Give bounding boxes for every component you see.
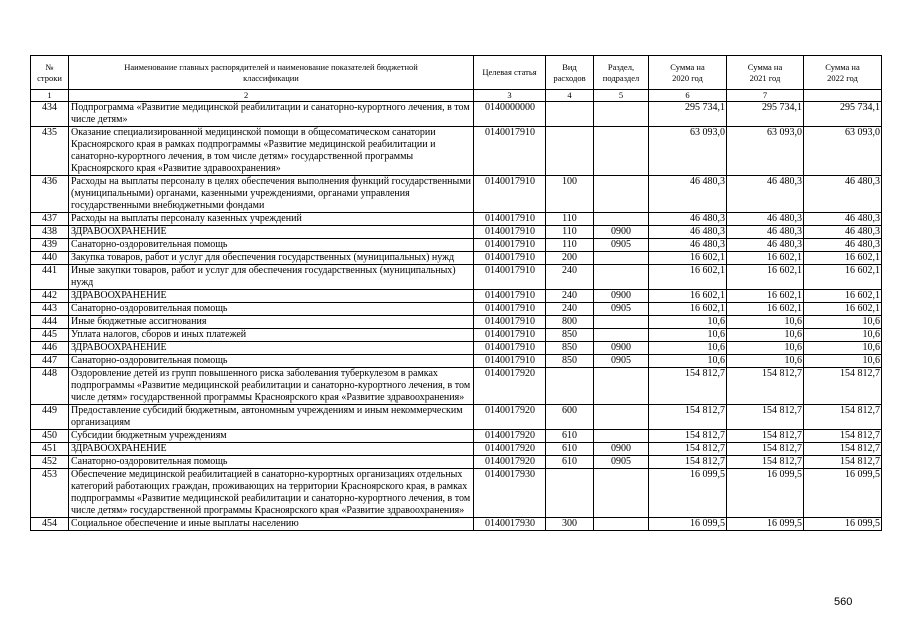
sum-2020: 10,6 bbox=[649, 329, 727, 342]
column-number: 5 bbox=[594, 90, 649, 102]
target-article: 0140017920 bbox=[474, 405, 546, 430]
sum-2022: 10,6 bbox=[804, 316, 882, 329]
row-number: 454 bbox=[31, 518, 69, 531]
row-name: Субсидии бюджетным учреждениям bbox=[69, 430, 474, 443]
section-code bbox=[594, 430, 649, 443]
row-number: 440 bbox=[31, 252, 69, 265]
sum-2020: 16 602,1 bbox=[649, 303, 727, 316]
sum-2020: 16 602,1 bbox=[649, 252, 727, 265]
target-article: 0140017910 bbox=[474, 342, 546, 355]
expense-kind: 850 bbox=[546, 329, 594, 342]
table-row bbox=[31, 239, 882, 252]
target-article: 0140017910 bbox=[474, 303, 546, 316]
sum-2020: 16 602,1 bbox=[649, 290, 727, 303]
expense-kind: 610 bbox=[546, 443, 594, 456]
expense-kind: 610 bbox=[546, 430, 594, 443]
target-article: 0140017910 bbox=[474, 355, 546, 368]
target-article: 0140017910 bbox=[474, 290, 546, 303]
column-number: 1 bbox=[31, 90, 69, 102]
row-name: Оздоровление детей из групп повышенного риска заболевания туберкулезом в рамках подпрограммы «Развитие медицинской реабилитации и санаторно-курортного лечения, в том числе детям» государственной программы Красноярского края «Развитие здравоохранения» bbox=[69, 368, 474, 405]
sum-2020: 16 099,5 bbox=[649, 518, 727, 531]
row-name: Санаторно-оздоровительная помощь bbox=[69, 355, 474, 368]
sum-2021: 16 099,5 bbox=[727, 469, 804, 518]
sum-2020: 16 602,1 bbox=[649, 265, 727, 290]
sum-2022: 46 480,3 bbox=[804, 176, 882, 213]
table-row bbox=[31, 303, 882, 316]
target-article: 0140017910 bbox=[474, 176, 546, 213]
sum-2022: 10,6 bbox=[804, 342, 882, 355]
expense-kind bbox=[546, 368, 594, 405]
row-number: 443 bbox=[31, 303, 69, 316]
row-number: 445 bbox=[31, 329, 69, 342]
expense-kind bbox=[546, 469, 594, 518]
target-article: 0140017930 bbox=[474, 469, 546, 518]
sum-2022: 16 602,1 bbox=[804, 252, 882, 265]
sum-2021: 16 602,1 bbox=[727, 252, 804, 265]
sum-2022: 16 602,1 bbox=[804, 303, 882, 316]
column-number bbox=[804, 90, 882, 102]
sum-2022: 16 099,5 bbox=[804, 469, 882, 518]
section-code: 0900 bbox=[594, 342, 649, 355]
sum-2020: 295 734,1 bbox=[649, 102, 727, 127]
target-article: 0140017910 bbox=[474, 316, 546, 329]
row-name: Уплата налогов, сборов и иных платежей bbox=[69, 329, 474, 342]
sum-2021: 46 480,3 bbox=[727, 213, 804, 226]
target-article: 0140000000 bbox=[474, 102, 546, 127]
row-number: 439 bbox=[31, 239, 69, 252]
row-number: 437 bbox=[31, 213, 69, 226]
column-number: 7 bbox=[727, 90, 804, 102]
expense-kind bbox=[546, 127, 594, 176]
header-target-article: Целевая статья bbox=[474, 56, 546, 90]
expense-kind: 800 bbox=[546, 316, 594, 329]
row-name: ЗДРАВООХРАНЕНИЕ bbox=[69, 342, 474, 355]
table-row bbox=[31, 430, 882, 443]
sum-2022: 46 480,3 bbox=[804, 213, 882, 226]
sum-2021: 154 812,7 bbox=[727, 368, 804, 405]
row-number: 450 bbox=[31, 430, 69, 443]
header-sum-2020: Сумма на 2020 год bbox=[649, 56, 727, 90]
target-article: 0140017910 bbox=[474, 265, 546, 290]
expense-kind: 200 bbox=[546, 252, 594, 265]
table-row bbox=[31, 226, 882, 239]
table-row bbox=[31, 342, 882, 355]
row-name: Санаторно-оздоровительная помощь bbox=[69, 239, 474, 252]
section-code bbox=[594, 127, 649, 176]
section-code bbox=[594, 405, 649, 430]
sum-2021: 295 734,1 bbox=[727, 102, 804, 127]
header-sum-2022: Сумма на 2022 год bbox=[804, 56, 882, 90]
target-article: 0140017910 bbox=[474, 226, 546, 239]
table-row bbox=[31, 252, 882, 265]
row-name: Обеспечение медицинской реабилитацией в санаторно-курортных организациях отдельных категорий работающих граждан, проживающих на территории Красноярского края, в рамках подпрограммы «Развитие медицинской реабилитации и санаторно-курортного лечения, в том числе детям» государственной программы Красноярского края «Развитие здравоохранения» bbox=[69, 469, 474, 518]
sum-2020: 154 812,7 bbox=[649, 443, 727, 456]
target-article: 0140017910 bbox=[474, 127, 546, 176]
sum-2021: 10,6 bbox=[727, 329, 804, 342]
row-name: Предоставление субсидий бюджетным, автономным учреждениям и иным некоммерческим организациям bbox=[69, 405, 474, 430]
table-row bbox=[31, 102, 882, 127]
sum-2022: 16 602,1 bbox=[804, 265, 882, 290]
column-number: 4 bbox=[546, 90, 594, 102]
sum-2021: 46 480,3 bbox=[727, 239, 804, 252]
table-row bbox=[31, 405, 882, 430]
header-name: Наименование главных распорядителей и наименование показателей бюджетной классификации bbox=[69, 56, 474, 90]
expense-kind: 600 bbox=[546, 405, 594, 430]
section-code bbox=[594, 368, 649, 405]
table-row bbox=[31, 368, 882, 405]
sum-2020: 10,6 bbox=[649, 316, 727, 329]
row-number: 449 bbox=[31, 405, 69, 430]
expense-kind: 240 bbox=[546, 265, 594, 290]
expense-kind bbox=[546, 102, 594, 127]
sum-2022: 46 480,3 bbox=[804, 239, 882, 252]
sum-2020: 10,6 bbox=[649, 342, 727, 355]
expense-kind: 110 bbox=[546, 239, 594, 252]
sum-2020: 154 812,7 bbox=[649, 456, 727, 469]
row-number: 448 bbox=[31, 368, 69, 405]
table-row bbox=[31, 213, 882, 226]
sum-2021: 46 480,3 bbox=[727, 176, 804, 213]
row-number: 444 bbox=[31, 316, 69, 329]
column-number: 6 bbox=[649, 90, 727, 102]
sum-2020: 63 093,0 bbox=[649, 127, 727, 176]
section-code: 0905 bbox=[594, 303, 649, 316]
section-code: 0900 bbox=[594, 290, 649, 303]
row-number: 435 bbox=[31, 127, 69, 176]
sum-2020: 46 480,3 bbox=[649, 176, 727, 213]
target-article: 0140017920 bbox=[474, 443, 546, 456]
sum-2021: 46 480,3 bbox=[727, 226, 804, 239]
row-name: Социальное обеспечение и иные выплаты населению bbox=[69, 518, 474, 531]
sum-2020: 46 480,3 bbox=[649, 213, 727, 226]
table-row bbox=[31, 469, 882, 518]
section-code bbox=[594, 213, 649, 226]
sum-2020: 154 812,7 bbox=[649, 405, 727, 430]
table-row bbox=[31, 329, 882, 342]
table-row bbox=[31, 176, 882, 213]
sum-2022: 10,6 bbox=[804, 329, 882, 342]
header-sum-2021: Сумма на 2021 год bbox=[727, 56, 804, 90]
section-code bbox=[594, 102, 649, 127]
row-name: ЗДРАВООХРАНЕНИЕ bbox=[69, 290, 474, 303]
sum-2021: 16 602,1 bbox=[727, 290, 804, 303]
table-row bbox=[31, 518, 882, 531]
section-code bbox=[594, 176, 649, 213]
sum-2022: 154 812,7 bbox=[804, 405, 882, 430]
sum-2020: 46 480,3 bbox=[649, 239, 727, 252]
row-number: 442 bbox=[31, 290, 69, 303]
table-row bbox=[31, 456, 882, 469]
expense-kind: 610 bbox=[546, 456, 594, 469]
target-article: 0140017910 bbox=[474, 239, 546, 252]
table-row bbox=[31, 443, 882, 456]
table-row bbox=[31, 316, 882, 329]
sum-2021: 10,6 bbox=[727, 342, 804, 355]
row-name: Санаторно-оздоровительная помощь bbox=[69, 303, 474, 316]
row-number: 438 bbox=[31, 226, 69, 239]
column-number-row bbox=[31, 90, 882, 102]
expense-kind: 100 bbox=[546, 176, 594, 213]
expense-kind: 110 bbox=[546, 226, 594, 239]
sum-2022: 16 099,5 bbox=[804, 518, 882, 531]
section-code bbox=[594, 329, 649, 342]
sum-2020: 154 812,7 bbox=[649, 368, 727, 405]
sum-2022: 16 602,1 bbox=[804, 290, 882, 303]
table-row bbox=[31, 290, 882, 303]
header-section: Раздел, подраздел bbox=[594, 56, 649, 90]
section-code: 0905 bbox=[594, 355, 649, 368]
row-number: 447 bbox=[31, 355, 69, 368]
column-number: 3 bbox=[474, 90, 546, 102]
sum-2021: 154 812,7 bbox=[727, 443, 804, 456]
sum-2022: 63 093,0 bbox=[804, 127, 882, 176]
sum-2022: 154 812,7 bbox=[804, 456, 882, 469]
expense-kind: 850 bbox=[546, 342, 594, 355]
expense-kind: 240 bbox=[546, 303, 594, 316]
row-name: ЗДРАВООХРАНЕНИЕ bbox=[69, 226, 474, 239]
section-code bbox=[594, 469, 649, 518]
target-article: 0140017920 bbox=[474, 368, 546, 405]
section-code: 0905 bbox=[594, 239, 649, 252]
sum-2022: 154 812,7 bbox=[804, 443, 882, 456]
sum-2022: 10,6 bbox=[804, 355, 882, 368]
target-article: 0140017920 bbox=[474, 456, 546, 469]
expense-kind: 300 bbox=[546, 518, 594, 531]
column-number: 2 bbox=[69, 90, 474, 102]
sum-2022: 154 812,7 bbox=[804, 430, 882, 443]
row-number: 436 bbox=[31, 176, 69, 213]
budget-table bbox=[30, 55, 882, 531]
target-article: 0140017910 bbox=[474, 213, 546, 226]
expense-kind: 850 bbox=[546, 355, 594, 368]
row-name: ЗДРАВООХРАНЕНИЕ bbox=[69, 443, 474, 456]
row-name: Иные бюджетные ассигнования bbox=[69, 316, 474, 329]
row-name: Расходы на выплаты персоналу казенных учреждений bbox=[69, 213, 474, 226]
section-code: 0900 bbox=[594, 226, 649, 239]
section-code: 0900 bbox=[594, 443, 649, 456]
row-name: Санаторно-оздоровительная помощь bbox=[69, 456, 474, 469]
row-number: 452 bbox=[31, 456, 69, 469]
sum-2020: 16 099,5 bbox=[649, 469, 727, 518]
section-code bbox=[594, 518, 649, 531]
target-article: 0140017930 bbox=[474, 518, 546, 531]
sum-2020: 154 812,7 bbox=[649, 430, 727, 443]
section-code: 0905 bbox=[594, 456, 649, 469]
row-name: Оказание специализированной медицинской помощи в общесоматическом санатории Красноярского края в рамках подпрограммы «Развитие медицинской реабилитации и санаторно-курортного лечения, в том числе детям» государственной программы Красноярского края «Развитие здравоохранения» bbox=[69, 127, 474, 176]
row-name: Закупка товаров, работ и услуг для обеспечения государственных (муниципальных) нужд bbox=[69, 252, 474, 265]
sum-2021: 154 812,7 bbox=[727, 456, 804, 469]
header-expense-kind: Вид расходов bbox=[546, 56, 594, 90]
header-row-number: № строки bbox=[31, 56, 69, 90]
sum-2021: 10,6 bbox=[727, 316, 804, 329]
row-number: 441 bbox=[31, 265, 69, 290]
row-name: Подпрограмма «Развитие медицинской реабилитации и санаторно-курортного лечения, в том числе детям» bbox=[69, 102, 474, 127]
row-number: 451 bbox=[31, 443, 69, 456]
sum-2021: 154 812,7 bbox=[727, 405, 804, 430]
row-number: 446 bbox=[31, 342, 69, 355]
header-row bbox=[31, 56, 882, 90]
row-name: Расходы на выплаты персоналу в целях обеспечения выполнения функций государственными (муниципальными) органами, казенными учреждениями, органами управления государственными внебюджетными фондами bbox=[69, 176, 474, 213]
page-number: 560 bbox=[834, 596, 853, 608]
sum-2022: 295 734,1 bbox=[804, 102, 882, 127]
section-code bbox=[594, 265, 649, 290]
row-number: 453 bbox=[31, 469, 69, 518]
table-row bbox=[31, 127, 882, 176]
sum-2020: 10,6 bbox=[649, 355, 727, 368]
sum-2021: 154 812,7 bbox=[727, 430, 804, 443]
table-row bbox=[31, 265, 882, 290]
sum-2021: 63 093,0 bbox=[727, 127, 804, 176]
expense-kind: 110 bbox=[546, 213, 594, 226]
sum-2021: 16 602,1 bbox=[727, 303, 804, 316]
section-code bbox=[594, 316, 649, 329]
expense-kind: 240 bbox=[546, 290, 594, 303]
sum-2021: 16 099,5 bbox=[727, 518, 804, 531]
sum-2020: 46 480,3 bbox=[649, 226, 727, 239]
target-article: 0140017910 bbox=[474, 329, 546, 342]
sum-2021: 10,6 bbox=[727, 355, 804, 368]
table-row bbox=[31, 355, 882, 368]
sum-2022: 46 480,3 bbox=[804, 226, 882, 239]
row-name: Иные закупки товаров, работ и услуг для обеспечения государственных (муниципальных) нужд bbox=[69, 265, 474, 290]
target-article: 0140017910 bbox=[474, 252, 546, 265]
section-code bbox=[594, 252, 649, 265]
row-number: 434 bbox=[31, 102, 69, 127]
target-article: 0140017920 bbox=[474, 430, 546, 443]
sum-2021: 16 602,1 bbox=[727, 265, 804, 290]
sum-2022: 154 812,7 bbox=[804, 368, 882, 405]
